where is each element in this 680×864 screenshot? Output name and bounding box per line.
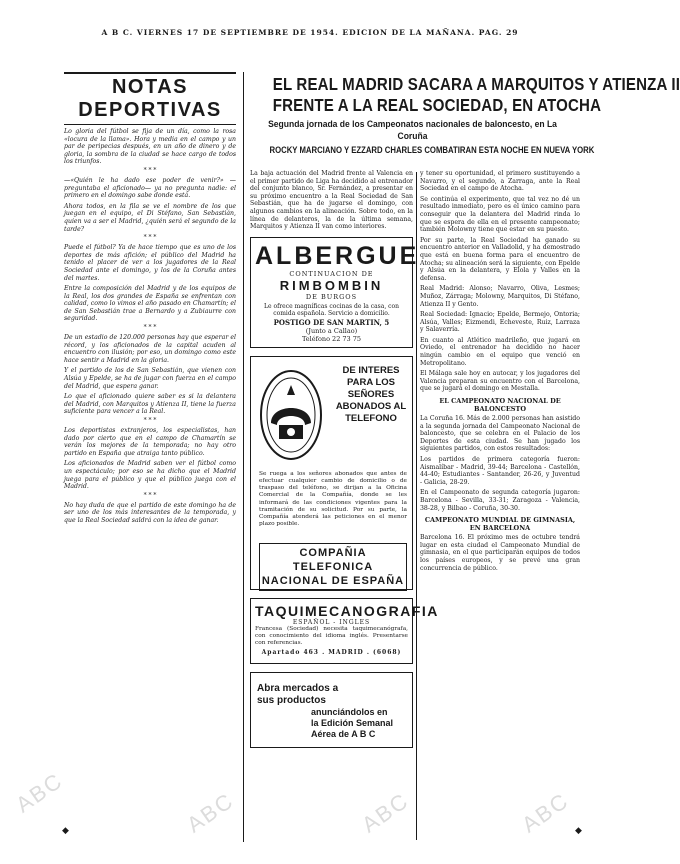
telefonica-ad bbox=[250, 356, 413, 590]
paragraph: Lo que el aficionado quiere saber es si la delantera del Madrid, con Marquitos y Atienza II, tiene la fuerza suficiente para vencer a la Real. bbox=[64, 393, 236, 416]
company-line-2: NACIONAL DE ESPAÑA bbox=[261, 574, 405, 587]
paragraph: En cuanto al Atlético madrileño, que jugará en Oviedo, el entrenador ha decidido no hacer ningún cambio en el equipo que venció en Metropolitano. bbox=[420, 336, 580, 367]
right-column bbox=[420, 170, 580, 572]
ad-address-2: (Junto a Callao) bbox=[305, 326, 358, 335]
section-subhead: EL CAMPEONATO NACIONAL DE BALONCESTO bbox=[439, 397, 561, 414]
column-rule bbox=[243, 72, 244, 842]
paragraph: Real Sociedad: Ignacio; Epelde, Bermejo, Ontoria; Alsúa, Valles; Eizmendi, Echeveste, Ruiz, Larraza y Salaverría. bbox=[420, 311, 580, 334]
tel-ad-heading: DE INTERES PARA LOS SEÑORES ABONADOS AL TELEFONO bbox=[335, 364, 407, 424]
abra-line-1: Abra mercados a bbox=[257, 682, 339, 694]
taq-subtitle: ESPAÑOL - INGLES bbox=[292, 618, 371, 626]
ad-title: ALBERGUE bbox=[255, 241, 420, 270]
headline-line-1: EL REAL MADRID SACARA A MARQUITOS Y ATIENZA II bbox=[272, 74, 680, 94]
watermark-logo: ABC bbox=[517, 787, 574, 838]
notas-title: NOTAS DEPORTIVAS bbox=[64, 72, 236, 125]
column-rule bbox=[416, 172, 417, 840]
paragraph: Los aficionados de Madrid saben ver el fútbol como un espectáculo; por eso se ha dicho que el Madrid juega para el público y que el público juega con el Madrid. bbox=[64, 460, 236, 491]
separator: * * * bbox=[143, 491, 157, 499]
separator: * * * bbox=[143, 234, 157, 242]
lead-paragraph: La baja actuación del Madrid frente al Valencia en el primer partido de Liga ha decidido al entrenador del conjunto blanco, Sr. Fernández, a presentar en su próximo encuentro a la Real Sociedad de San Sebastián, que ha de jugarse el domingo, con algunos cambios en la alineación. Sobre todo, en la línea de delanteros, la de la última semana, Marquitos y Atienza II van como interiores. bbox=[250, 170, 413, 231]
paragraph: Los partidos de primera categoría fueron: Aismalíbar - Madrid, 39-44; Barcelona - Castellón, 44-40; Estudiantes - Santander, 26-26, y Juventud - Galicia, 28-29. bbox=[420, 456, 580, 486]
headline-line-2: FRENTE A LA REAL SOCIEDAD, EN ATOCHA bbox=[272, 95, 602, 115]
abra-line-5: Aérea de A B C bbox=[311, 728, 376, 739]
paragraph: En el Campeonato de segunda categoría jugaron: Barcelona - Sevilla, 33-31; Zaragoza - Valencia, 38-28, y Bilbao - Coruña, 30-30. bbox=[420, 489, 580, 512]
paragraph: Barcelona 16. El próximo mes de octubre tendrá lugar en esta ciudad el Campeonato Mundial de gimnasia, en el que participarán equipos de todos los países europeos, y se prevé una gran concurrencia de público. bbox=[420, 534, 580, 572]
abra-line-3: anunciándolos en bbox=[311, 706, 388, 717]
abra-line-4: la Edición Semanal bbox=[311, 717, 394, 728]
bullet-mark: ◆ bbox=[62, 826, 69, 836]
bullet-mark: ◆ bbox=[575, 826, 582, 836]
separator: * * * bbox=[143, 417, 157, 424]
separator: * * * bbox=[143, 166, 157, 174]
company-line-1: COMPAÑIA TELEFONICA bbox=[292, 546, 374, 573]
taq-body: Francesa (Sociedad) necesita taquimecanógrafa, con conocimiento del idioma inglés. Presentarse con referencias. bbox=[255, 625, 408, 646]
ad-text: Le ofrece magníficas cocinas de la casa, con comida española. Servicio a domicilio. bbox=[264, 302, 399, 318]
headline-deck-2: ROCKY MARCIANO Y EZZARD CHARLES COMBATIRAN ESTA NOCHE EN NUEVA YORK bbox=[269, 145, 595, 155]
main-headline bbox=[250, 74, 680, 156]
abra-right bbox=[311, 707, 409, 740]
paragraph: —«Quién le ha dado ese poder de venir?» —preguntaba el aficionado— ya no pregunta nadie: el primero en el domingo sabe donde está. bbox=[64, 176, 236, 200]
paragraph: Entre la composición del Madrid y de los equipos de la Real, los dos grandes de España se enfrentan con calidad, como lo vimos el año pasado en Chamartín; el de San Sebastián trae a Bernardo y a Zubiaurre con seguridad. bbox=[64, 285, 236, 323]
ad-address: POSTIGO DE SAN MARTIN, 5 bbox=[273, 317, 390, 327]
paragraph: Puede el fútbol? Ya de hace tiempo que es uno de los deportes de más afición; el público del Madrid ha tenido el placer de ver a los jugadores de la Real Sociedad ante el domingo, y los de la Coruña antes del martes. bbox=[64, 244, 236, 282]
paragraph: y tener su oportunidad, el primero sustituyendo a Navarro, y el segundo, a Zarraga, ante la Real Sociedad en el campo de Atocha. bbox=[420, 170, 580, 193]
taq-title: TAQUIMECANOGRAFIA bbox=[255, 602, 439, 619]
ad-phone: Teléfono 22 73 75 bbox=[301, 334, 362, 343]
section-subhead: CAMPEONATO MUNDIAL DE GIMNASIA, EN BARCELONA bbox=[424, 516, 576, 533]
taq-address: Apartado 463 . MADRID . (6068) bbox=[261, 648, 402, 656]
paragraph: No hay duda de que el partido de este domingo ha de ser uno de los más interesantes de la temporada, y que la Real Sociedad saldrá con la idea de ganar. bbox=[64, 501, 236, 524]
paragraph: Se continúa el experimento, que tal vez no dé un resultado inmediato, pero es el único camino para conseguir que la delantera del Madrid rinda lo que se espera de ella en el presente campeonato; también Molowny tiene que estar en su puesto. bbox=[420, 195, 580, 234]
paragraph: Por su parte, la Real Sociedad ha ganado su encuentro anterior en Valladolid, y ha demostrado que está en buena forma para el encuentro de Atocha; su alineación será la siguiente, con Epelde y Alsúa en la delantera, y Elola y Valles en la defensa. bbox=[420, 236, 580, 282]
tel-ad-company bbox=[259, 543, 407, 591]
telephone-logo-icon bbox=[257, 365, 325, 465]
ad-line: CONTINUACION DE bbox=[289, 269, 374, 278]
watermark-logo: ABC bbox=[182, 787, 239, 838]
paragraph: Y el partido de los de San Sebastián, que vienen con Alsúa y Epelde, se ha de jugar con fuerza en el campo del Madrid, que espera ganar. bbox=[64, 367, 236, 390]
ad-line: DE BURGOS bbox=[305, 292, 358, 301]
paragraph: Los deportistas extranjeros, los especialistas, han dado por cierto que en el campo de Chamartín se verán los mejores de la temporada; no hay otro partido en España que atraiga tanto público. bbox=[64, 427, 236, 457]
separator: * * * bbox=[143, 324, 157, 332]
abra-left bbox=[257, 683, 357, 707]
headline-deck: Segunda jornada de los Campeonatos nacionales de baloncesto, en La Coruña bbox=[268, 119, 557, 142]
watermark-logo: ABC bbox=[11, 767, 68, 818]
abra-line-2: sus productos bbox=[257, 694, 326, 706]
paragraph: El Málaga sale hoy en autocar, y los jugadores del Valencia preparan su encuentro con el Barcelona, que se jugará el domingo en Mestalla. bbox=[420, 370, 580, 393]
paragraph: Real Madrid: Alonso; Navarro, Oliva, Lesmes; Muñoz, Zárraga; Molowny, Marquitos, Di Stéfano, Atienza II y Gento. bbox=[420, 285, 580, 308]
albergue-ad bbox=[250, 237, 420, 348]
center-column bbox=[250, 170, 439, 748]
paragraph: De un estadio de 120.000 personas hay que esperar el récord, y los aficionados de la capital acuden al encuentro con ilusión; por eso, un domingo como este hace sentir a Madrid en la gloria. bbox=[64, 334, 236, 364]
tel-ad-body: Se ruega a los señores abonados que antes de efectuar cualquier cambio de domicilio o de traspaso del teléfono, se dirijan a la Oficina Comercial de la Compañía, donde se les informará de las condiciones vigentes para la tramitación de su solicitud. Por su parte, la Compañía atenderá las peticiones en el menor plazo posible. bbox=[259, 470, 407, 528]
paragraph: La Coruña 16. Más de 2.000 personas han asistido a la segunda jornada del Campeonato Nacional de baloncesto, que se celebra en el Palacio de los Deportes de esta ciudad. Se han jugado los siguientes partidos, con estos resultados: bbox=[420, 415, 580, 453]
running-head: A B C. VIERNES 17 DE SEPTIEMBRE DE 1954. EDICION DE LA MAÑANA. PAG. 29 bbox=[101, 28, 519, 37]
abc-aerea-ad bbox=[250, 672, 413, 748]
paragraph: Ahora todos, en la fila se ve el nombre de los que juegan en el equipo, el Di Stéfano, San Sebastián, quien va a ser el Madrid, ¿quién será el segundo de la tarde? bbox=[64, 202, 236, 233]
taquimecanografia-ad bbox=[250, 598, 439, 664]
paragraph: Lo gloria del fútbol se fija de un día, como la rosa «locura de la llama». Hora y media en el campo y un par de peripecias después, en un año de dinero y de gloria, la sombra de la ciudad se hace cargo de todos los triunfos. bbox=[64, 128, 236, 166]
notas-deportivas-column bbox=[64, 72, 236, 525]
ad-name: RIMBOMBIN bbox=[279, 277, 384, 293]
watermark-logo: ABC bbox=[357, 787, 414, 838]
